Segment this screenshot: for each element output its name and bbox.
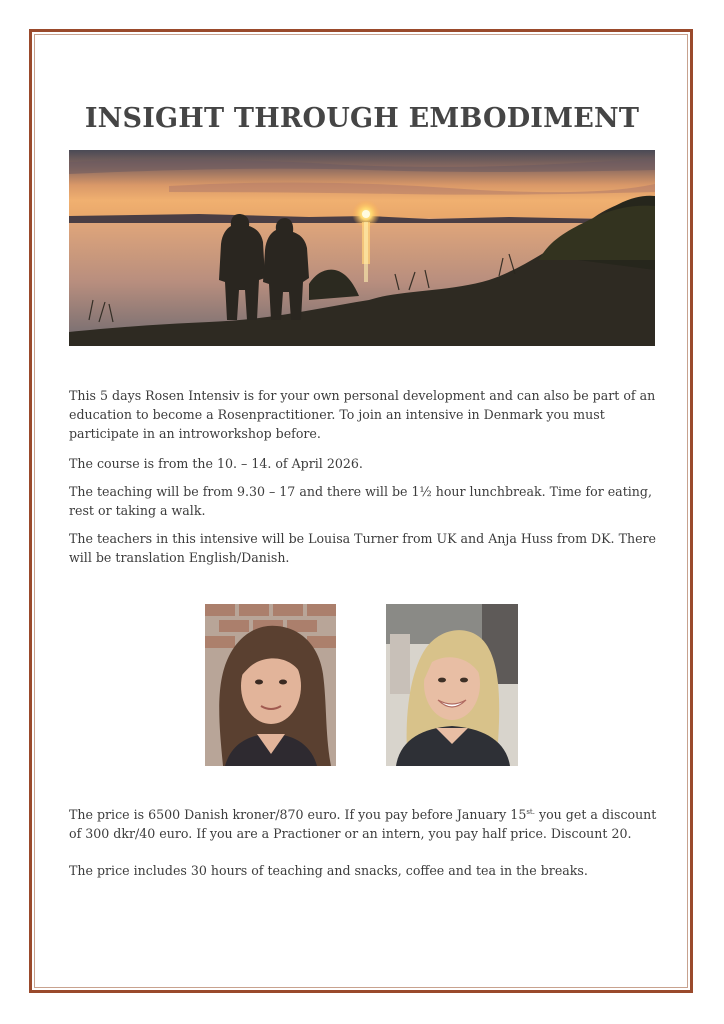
teacher-photo-louisa <box>205 604 336 766</box>
teacher-photo-anja <box>386 604 518 766</box>
price-paragraph <box>69 805 659 843</box>
sunset-couple-photo <box>69 150 655 346</box>
teachers-paragraph: The teachers in this intensive will be Louisa Turner from UK and Anja Huss from DK. There will be translation English/Danish. <box>69 531 657 565</box>
dates-paragraph: The course is from the 10. – 14. of April 2026. <box>69 456 363 471</box>
teaching-paragraph: The teaching will be from 9.30 – 17 and there will be 1½ hour lunchbreak. Time for eating, rest or taking a walk. <box>69 484 652 518</box>
page-title: INSIGHT THROUGH EMBODIMENT <box>84 103 640 134</box>
price-text-part1: The price is 6500 Danish kroner/870 euro. If you pay before January 15 <box>69 807 527 822</box>
price-includes-paragraph: The price includes 30 hours of teaching and snacks, coffee and tea in the breaks. <box>69 863 588 878</box>
price-date-suffix: st. <box>526 807 535 816</box>
intro-paragraph: This 5 days Rosen Intensiv is for your own personal development and can also be part of an education to become a Rosenpractitioner. To join an intensive in Denmark you must participate in an introworkshop before. <box>69 388 656 441</box>
price-text-part2: you get a discount of 300 dkr/40 euro. If you are a Practioner or an intern, you pay half price. Discount 20. <box>69 807 657 841</box>
